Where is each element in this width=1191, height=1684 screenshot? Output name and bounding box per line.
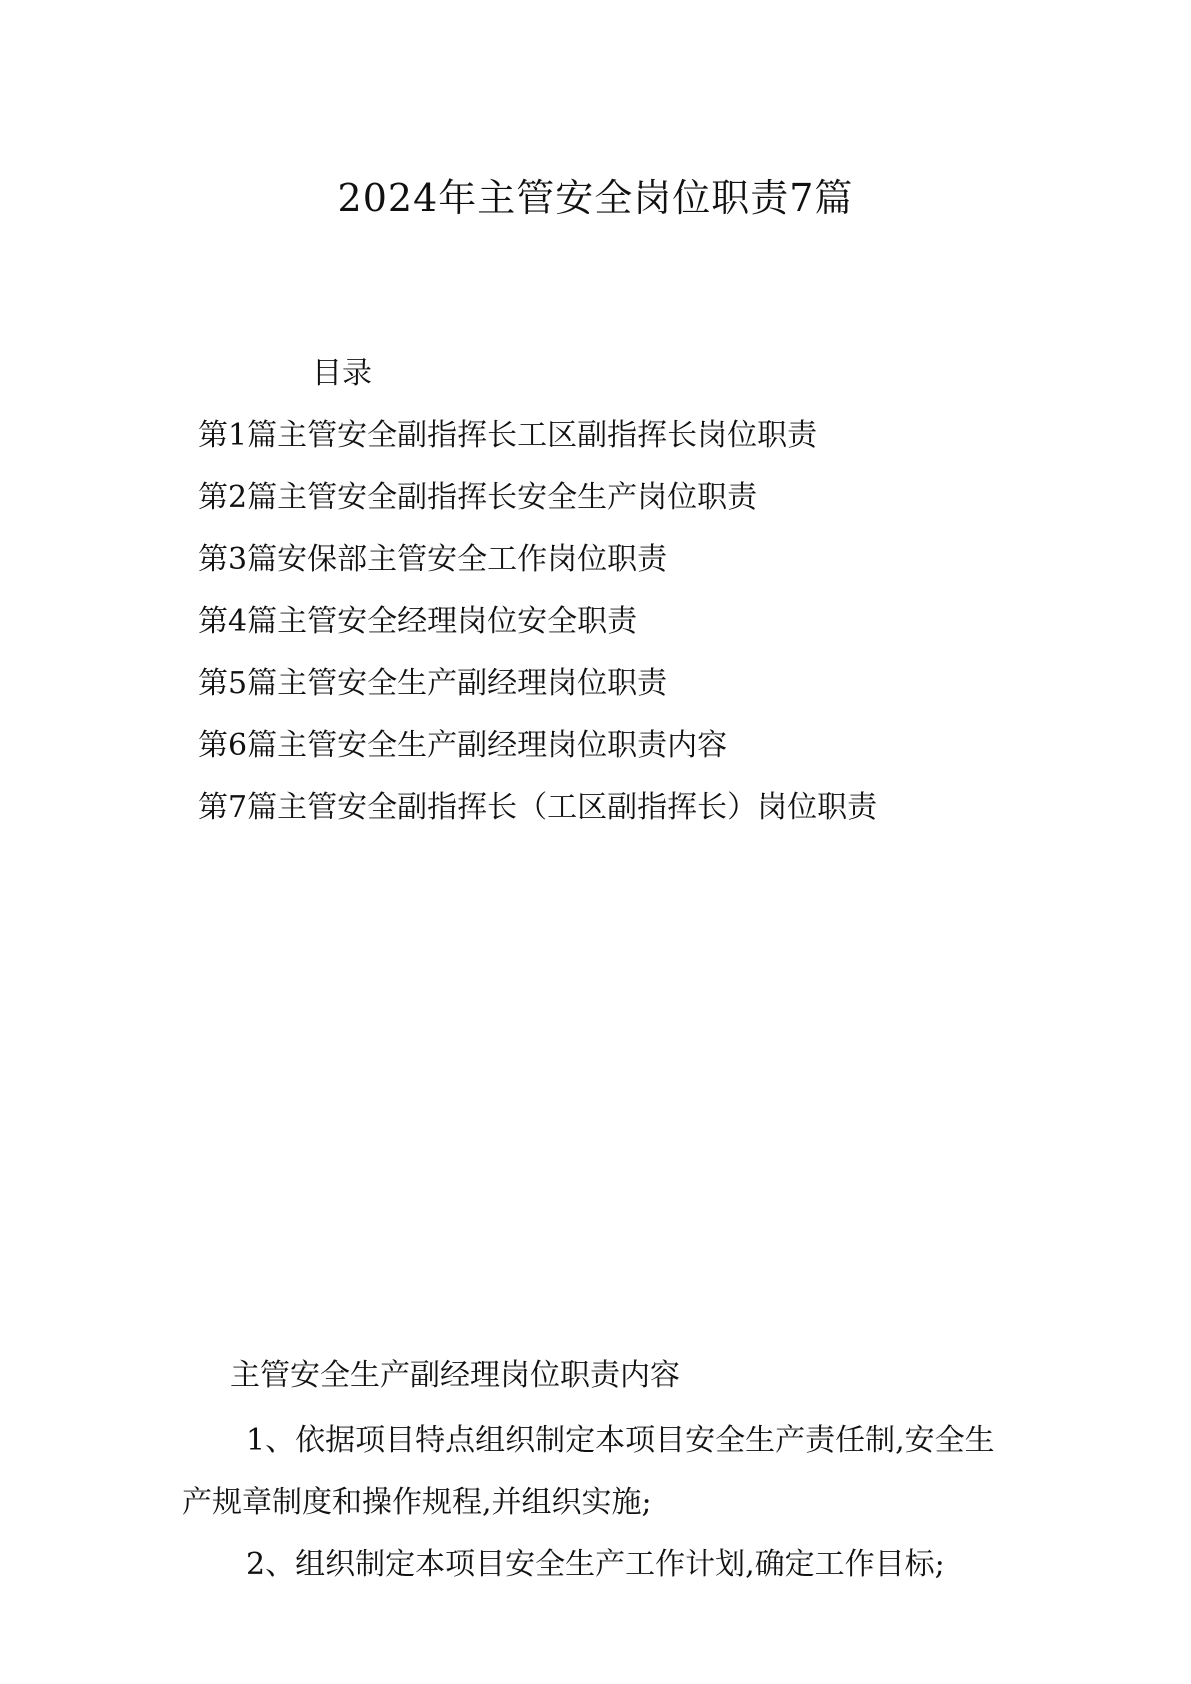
toc-item-6: 第6篇主管安全生产副经理岗位职责内容 — [198, 728, 728, 763]
toc-item-4: 第4篇主管安全经理岗位安全职责 — [198, 604, 638, 639]
toc-item-2: 第2篇主管安全副指挥长安全生产岗位职责 — [198, 480, 758, 515]
table-of-contents — [198, 414, 877, 848]
toc-item-3: 第3篇安保部主管安全工作岗位职责 — [198, 542, 668, 577]
toc-item-5: 第5篇主管安全生产副经理岗位职责 — [198, 666, 668, 701]
section-title: 主管安全生产副经理岗位职责内容 — [230, 1358, 680, 1393]
paragraph-2: 2、组织制定本项目安全生产工作计划,确定工作目标; — [246, 1547, 945, 1582]
toc-item-1: 第1篇主管安全副指挥长工区副指挥长岗位职责 — [198, 418, 818, 453]
toc-item-7: 第7篇主管安全副指挥长（工区副指挥长）岗位职责 — [198, 790, 878, 825]
document-title: 2024年主管安全岗位职责7篇 — [337, 176, 854, 220]
toc-heading: 目录 — [312, 356, 372, 391]
paragraph-1: 1、依据项目特点组织制定本项目安全生产责任制,安全生产规章制度和操作规程,并组织实施; — [182, 1423, 995, 1520]
